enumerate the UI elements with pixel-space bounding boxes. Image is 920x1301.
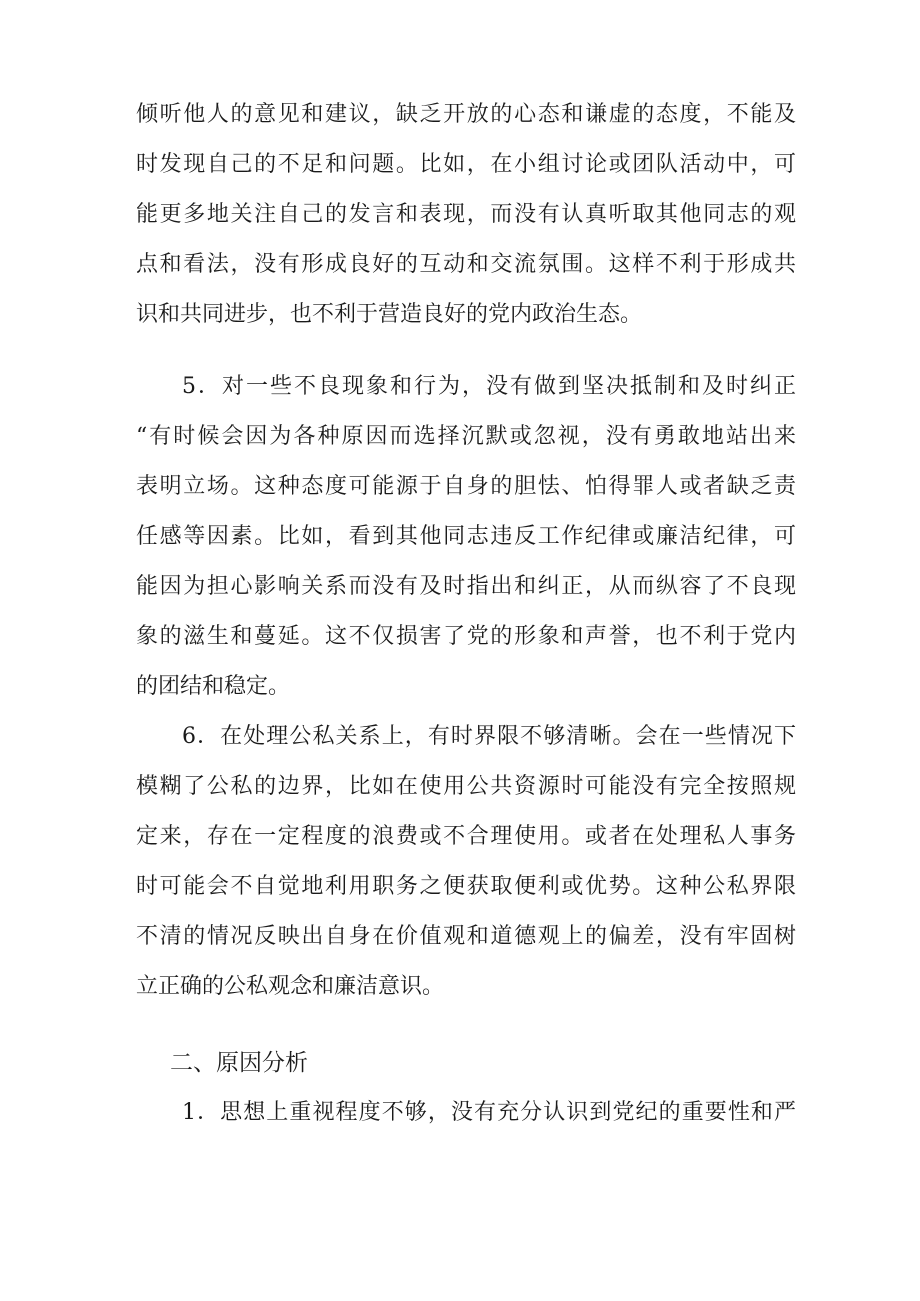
text-line: 定来，存在一定程度的浪费或不合理使用。或者在处理私人事务 <box>136 824 796 849</box>
text-line: 1．思想上重视程度不够，没有充分认识到党纪的重要性和严 <box>182 1100 796 1125</box>
text-line: 象的滋生和蔓延。这不仅损害了党的形象和声誉，也不利于党内 <box>136 624 796 649</box>
text-line: 任感等因素。比如，看到其他同志违反工作纪律或廉洁纪律，可 <box>136 524 796 549</box>
text-line: 不清的情况反映出自身在价值观和道德观上的偏差，没有牢固树 <box>136 924 796 949</box>
text-line: 的团结和稳定。 <box>136 674 291 699</box>
paragraph-continued <box>136 90 796 340</box>
paragraph-item-1 <box>136 1088 796 1138</box>
paragraph-spacer <box>136 340 796 362</box>
text-line: 模糊了公私的边界，比如在使用公共资源时可能没有完全按照规 <box>136 774 796 799</box>
text-line: 表明立场。这种态度可能源于自身的胆怯、怕得罪人或者缺乏责 <box>136 474 796 499</box>
text-line: 5．对一些不良现象和行为，没有做到坚决抵制和及时纠正 <box>182 374 796 399</box>
text-line: 时可能会不自觉地利用职务之便获取便利或优势。这种公私界限 <box>136 874 796 899</box>
text-line: 点和看法，没有形成良好的互动和交流氛围。这样不利于形成共 <box>136 252 796 277</box>
section-heading: 二、原因分析 <box>170 1050 308 1076</box>
text-line: 能因为担心影响关系而没有及时指出和纠正，从而纵容了不良现 <box>136 574 796 599</box>
text-line: 识和共同进步，也不利于营造良好的党内政治生态。 <box>136 302 643 327</box>
paragraph-item-5 <box>136 362 796 712</box>
text-line: 立正确的公私观念和廉洁意识。 <box>136 974 445 999</box>
text-line: 倾听他人的意见和建议，缺乏开放的心态和谦虚的态度，不能及 <box>136 102 796 127</box>
text-line: 能更多地关注自己的发言和表现，而没有认真听取其他同志的观 <box>136 202 796 227</box>
text-line: 时发现自己的不足和问题。比如，在小组讨论或团队活动中，可 <box>136 152 796 177</box>
paragraph-item-6 <box>136 712 796 1012</box>
section-spacer <box>136 1012 796 1038</box>
text-line: 6．在处理公私关系上，有时界限不够清晰。会在一些情况下 <box>182 724 796 749</box>
document-body <box>136 90 796 1138</box>
text-line: “有时候会因为各种原因而选择沉默或忽视，没有勇敢地站出来 <box>136 424 796 449</box>
